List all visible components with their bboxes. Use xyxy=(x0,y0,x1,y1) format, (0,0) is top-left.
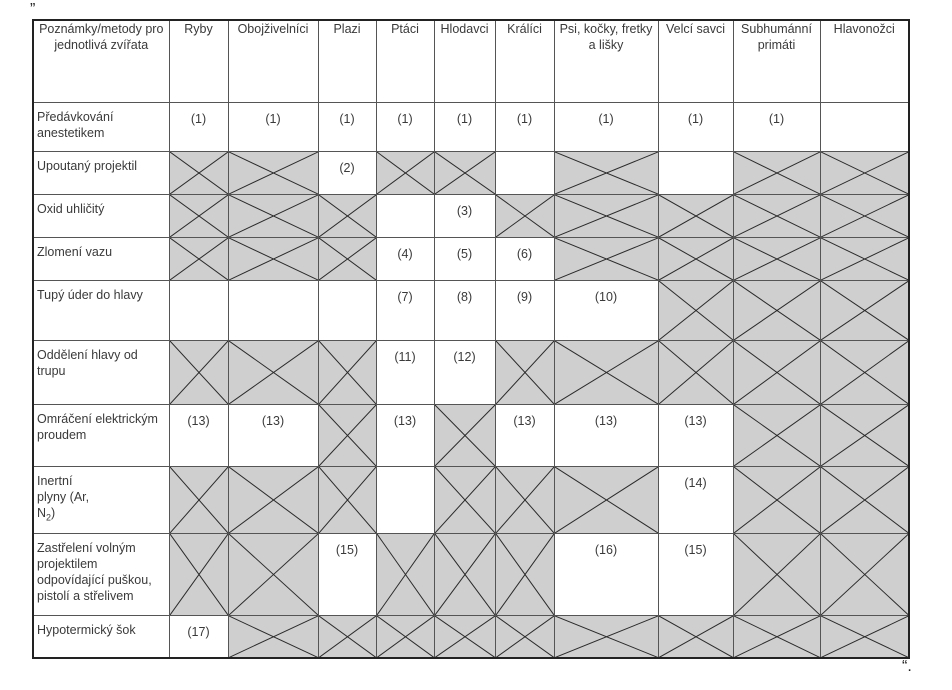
note-reference xyxy=(377,195,434,203)
note-cell xyxy=(169,280,228,340)
row-label-cell xyxy=(33,404,169,466)
row-label-cell xyxy=(33,533,169,615)
note-cell xyxy=(318,280,376,340)
note-reference xyxy=(496,152,554,160)
gas-formula: N xyxy=(37,505,47,520)
not-applicable-cell xyxy=(228,466,318,533)
cross-out-mark xyxy=(734,534,820,615)
note-cell xyxy=(376,102,434,151)
note-reference xyxy=(170,281,228,289)
not-applicable-cell xyxy=(820,340,909,404)
row-label-line: plyny (Ar, xyxy=(37,489,90,504)
note-reference: (1) xyxy=(397,111,413,126)
cross-out-mark xyxy=(734,616,820,658)
cross-out-mark xyxy=(734,152,820,194)
note-cell xyxy=(376,194,434,237)
not-applicable-cell xyxy=(318,237,376,280)
note-cell xyxy=(318,151,376,194)
cross-out-mark xyxy=(821,467,909,533)
note-reference: (1) xyxy=(190,111,207,126)
note-reference: (6) xyxy=(516,246,533,261)
cross-out-mark xyxy=(229,238,318,280)
not-applicable-cell xyxy=(376,151,434,194)
table-row xyxy=(33,280,909,340)
not-applicable-cell xyxy=(434,466,495,533)
note-reference: (1) xyxy=(598,111,614,126)
note-reference: (15) xyxy=(684,542,707,557)
column-header-label: Ptáci xyxy=(391,22,419,36)
note-cell xyxy=(495,280,554,340)
note-cell xyxy=(658,404,733,466)
cross-out-mark xyxy=(821,281,909,340)
note-cell xyxy=(434,237,495,280)
cross-out-mark xyxy=(319,238,376,280)
row-label: Tupý úder do hlavy xyxy=(37,287,143,302)
cross-out-mark xyxy=(659,341,733,404)
table-row xyxy=(33,466,909,533)
column-header-5 xyxy=(434,20,495,102)
note-reference xyxy=(377,467,434,475)
cross-out-mark xyxy=(734,281,820,340)
not-applicable-cell xyxy=(228,194,318,237)
row-label: Zlomení vazu xyxy=(37,244,113,259)
not-applicable-cell xyxy=(820,280,909,340)
row-label-cell xyxy=(33,280,169,340)
cross-out-mark xyxy=(319,195,376,237)
note-cell xyxy=(376,340,434,404)
note-cell xyxy=(169,615,228,658)
note-cell xyxy=(169,102,228,151)
note-cell xyxy=(495,404,554,466)
note-cell xyxy=(820,102,909,151)
note-reference: (10) xyxy=(594,289,618,304)
not-applicable-cell xyxy=(733,340,820,404)
cross-out-mark xyxy=(659,616,733,658)
cross-out-mark xyxy=(734,341,820,404)
note-cell xyxy=(658,533,733,615)
note-cell xyxy=(318,533,376,615)
not-applicable-cell xyxy=(318,404,376,466)
not-applicable-cell xyxy=(434,151,495,194)
not-applicable-cell xyxy=(658,280,733,340)
not-applicable-cell xyxy=(733,194,820,237)
column-header-label: Poznámky/metody pro jednotlivá zvířata xyxy=(39,22,164,52)
not-applicable-cell xyxy=(820,404,909,466)
column-header-label: Plazi xyxy=(333,22,361,36)
note-cell xyxy=(495,237,554,280)
note-cell xyxy=(228,404,318,466)
note-cell xyxy=(376,237,434,280)
row-label-cell xyxy=(33,194,169,237)
note-cell xyxy=(554,533,658,615)
cross-out-mark xyxy=(734,405,820,466)
not-applicable-cell xyxy=(733,533,820,615)
note-reference: (13) xyxy=(187,413,210,428)
row-label-cell xyxy=(33,466,169,533)
cross-out-mark xyxy=(734,467,820,533)
note-cell xyxy=(658,466,733,533)
cross-out-mark xyxy=(170,534,228,615)
cross-out-mark xyxy=(821,616,909,658)
not-applicable-cell xyxy=(733,151,820,194)
note-reference: (4) xyxy=(397,246,413,261)
note-cell xyxy=(376,280,434,340)
note-cell xyxy=(434,340,495,404)
row-label-cell xyxy=(33,615,169,658)
table-row xyxy=(33,615,909,658)
row-label: Předávkování anestetikem xyxy=(37,109,114,140)
cross-out-mark xyxy=(734,238,820,280)
column-header-4 xyxy=(376,20,434,102)
note-reference: (7) xyxy=(397,289,413,304)
not-applicable-cell xyxy=(733,466,820,533)
note-reference: (13) xyxy=(393,413,417,428)
cross-out-mark xyxy=(170,195,228,237)
note-reference: (16) xyxy=(594,542,618,557)
cross-out-mark xyxy=(229,152,318,194)
column-header-7 xyxy=(554,20,658,102)
row-label: Oddělení hlavy od trupu xyxy=(37,347,138,378)
not-applicable-cell xyxy=(733,280,820,340)
euthanasia-methods-table xyxy=(32,19,910,659)
note-cell xyxy=(554,404,658,466)
note-reference: (17) xyxy=(187,624,210,639)
cross-out-mark xyxy=(377,616,434,658)
cross-out-mark xyxy=(319,341,376,404)
not-applicable-cell xyxy=(658,340,733,404)
cross-out-mark xyxy=(229,467,318,533)
note-cell xyxy=(554,102,658,151)
column-header-9 xyxy=(733,20,820,102)
note-cell xyxy=(376,404,434,466)
table-row xyxy=(33,237,909,280)
not-applicable-cell xyxy=(434,533,495,615)
not-applicable-cell xyxy=(228,533,318,615)
note-reference xyxy=(659,152,733,160)
not-applicable-cell xyxy=(495,340,554,404)
cross-out-mark xyxy=(435,467,495,533)
row-label: Upoutaný projektil xyxy=(37,158,138,173)
note-reference: (15) xyxy=(335,542,359,557)
table-row xyxy=(33,102,909,151)
column-header-label: Subhumánní primáti xyxy=(741,22,812,52)
note-cell xyxy=(228,280,318,340)
note-reference: (11) xyxy=(394,349,416,364)
note-cell xyxy=(733,102,820,151)
cross-out-mark xyxy=(555,467,658,533)
cross-out-mark xyxy=(659,238,733,280)
cross-out-mark xyxy=(319,616,376,658)
cross-out-mark xyxy=(659,281,733,340)
not-applicable-cell xyxy=(554,151,658,194)
cross-out-mark xyxy=(170,341,228,404)
cross-out-mark xyxy=(821,405,909,466)
column-header-label: Hlodavci xyxy=(440,22,489,36)
row-label-cell xyxy=(33,151,169,194)
opening-quote-mark: ” xyxy=(30,1,36,18)
table-body xyxy=(33,102,909,658)
note-reference: (13) xyxy=(684,413,707,428)
cross-out-mark xyxy=(555,341,658,404)
note-cell xyxy=(495,102,554,151)
cross-out-mark xyxy=(496,467,554,533)
note-reference: (1) xyxy=(516,111,533,126)
table-row xyxy=(33,194,909,237)
not-applicable-cell xyxy=(495,466,554,533)
note-reference xyxy=(229,281,318,289)
cross-out-mark xyxy=(377,152,434,194)
note-reference: (8) xyxy=(456,289,473,304)
not-applicable-cell xyxy=(554,340,658,404)
not-applicable-cell xyxy=(495,615,554,658)
not-applicable-cell xyxy=(820,237,909,280)
note-reference: (1) xyxy=(687,111,704,126)
not-applicable-cell xyxy=(554,194,658,237)
cross-out-mark xyxy=(377,534,434,615)
not-applicable-cell xyxy=(820,466,909,533)
cross-out-mark xyxy=(170,152,228,194)
table-row xyxy=(33,340,909,404)
cross-out-mark xyxy=(821,534,909,615)
cross-out-mark xyxy=(734,195,820,237)
note-cell xyxy=(318,102,376,151)
not-applicable-cell xyxy=(318,194,376,237)
cross-out-mark xyxy=(659,195,733,237)
cross-out-mark xyxy=(229,534,318,615)
not-applicable-cell xyxy=(169,466,228,533)
not-applicable-cell xyxy=(820,615,909,658)
note-reference: (12) xyxy=(453,349,476,364)
gas-formula-close: ) xyxy=(51,505,56,520)
note-reference: (14) xyxy=(684,475,707,490)
not-applicable-cell xyxy=(495,533,554,615)
note-reference: (1) xyxy=(265,111,281,126)
row-label xyxy=(34,467,169,521)
not-applicable-cell xyxy=(318,466,376,533)
note-reference: (1) xyxy=(456,111,473,126)
not-applicable-cell xyxy=(658,237,733,280)
column-header-label: Velcí savci xyxy=(665,22,726,36)
column-header-label: Hlavonožci xyxy=(833,22,895,36)
column-header-label: Ryby xyxy=(184,22,213,36)
note-cell xyxy=(434,280,495,340)
not-applicable-cell xyxy=(554,615,658,658)
note-cell xyxy=(658,151,733,194)
cross-out-mark xyxy=(496,195,554,237)
not-applicable-cell xyxy=(169,194,228,237)
not-applicable-cell xyxy=(820,194,909,237)
header-row xyxy=(33,20,909,102)
column-header-8 xyxy=(658,20,733,102)
note-cell xyxy=(554,280,658,340)
note-reference: (3) xyxy=(456,203,473,218)
not-applicable-cell xyxy=(554,466,658,533)
note-cell xyxy=(495,151,554,194)
not-applicable-cell xyxy=(228,615,318,658)
not-applicable-cell xyxy=(434,404,495,466)
note-reference: (13) xyxy=(594,413,618,428)
cross-out-mark xyxy=(435,534,495,615)
column-header-2 xyxy=(228,20,318,102)
column-header-label: Králíci xyxy=(507,22,542,36)
not-applicable-cell xyxy=(228,237,318,280)
cross-out-mark xyxy=(435,616,495,658)
cross-out-mark xyxy=(555,238,658,280)
note-cell xyxy=(169,404,228,466)
closing-quote-mark: “. xyxy=(902,658,912,675)
row-label: Oxid uhličitý xyxy=(37,201,105,216)
note-reference: (2) xyxy=(339,160,355,175)
not-applicable-cell xyxy=(376,615,434,658)
gas-formula-subscript: 2 xyxy=(46,512,52,522)
table-row xyxy=(33,533,909,615)
column-header-10 xyxy=(820,20,909,102)
not-applicable-cell xyxy=(318,615,376,658)
note-reference: (1) xyxy=(339,111,355,126)
not-applicable-cell xyxy=(658,615,733,658)
cross-out-mark xyxy=(821,238,909,280)
table-row xyxy=(33,404,909,466)
not-applicable-cell xyxy=(169,151,228,194)
not-applicable-cell xyxy=(658,194,733,237)
cross-out-mark xyxy=(496,341,554,404)
not-applicable-cell xyxy=(228,151,318,194)
column-header-notes-methods xyxy=(33,20,169,102)
not-applicable-cell xyxy=(169,533,228,615)
cross-out-mark xyxy=(319,467,376,533)
cross-out-mark xyxy=(555,152,658,194)
row-label: Omráčení elektrickým proudem xyxy=(37,411,158,442)
not-applicable-cell xyxy=(554,237,658,280)
note-reference: (5) xyxy=(456,246,473,261)
note-cell xyxy=(376,466,434,533)
note-cell xyxy=(434,102,495,151)
note-reference xyxy=(821,103,909,111)
not-applicable-cell xyxy=(434,615,495,658)
row-label: Hypotermický šok xyxy=(37,622,136,637)
row-label-cell xyxy=(33,237,169,280)
row-label-cell xyxy=(33,102,169,151)
note-reference xyxy=(319,281,376,289)
column-header-label: Obojživelníci xyxy=(237,22,309,36)
row-label: Zastřelení volným projektilem odpovídající puškou, pistolí a střelivem xyxy=(37,540,152,603)
cross-out-mark xyxy=(555,195,658,237)
cross-out-mark xyxy=(821,152,909,194)
not-applicable-cell xyxy=(733,237,820,280)
cross-out-mark xyxy=(170,467,228,533)
note-reference: (1) xyxy=(768,111,785,126)
note-cell xyxy=(434,194,495,237)
column-header-6 xyxy=(495,20,554,102)
not-applicable-cell xyxy=(228,340,318,404)
not-applicable-cell xyxy=(318,340,376,404)
cross-out-mark xyxy=(319,405,376,466)
table-row xyxy=(33,151,909,194)
not-applicable-cell xyxy=(495,194,554,237)
not-applicable-cell xyxy=(169,237,228,280)
note-cell xyxy=(228,102,318,151)
cross-out-mark xyxy=(229,616,318,658)
column-header-label: Psi, kočky, fretky a lišky xyxy=(559,22,653,52)
cross-out-mark xyxy=(555,616,658,658)
note-reference: (13) xyxy=(261,413,285,428)
cross-out-mark xyxy=(821,341,909,404)
not-applicable-cell xyxy=(820,533,909,615)
cross-out-mark xyxy=(435,405,495,466)
cross-out-mark xyxy=(229,341,318,404)
note-reference: (13) xyxy=(513,413,536,428)
not-applicable-cell xyxy=(733,404,820,466)
cross-out-mark xyxy=(229,195,318,237)
not-applicable-cell xyxy=(169,340,228,404)
cross-out-mark xyxy=(496,616,554,658)
note-cell xyxy=(658,102,733,151)
column-header-3 xyxy=(318,20,376,102)
row-label-line: Inertní xyxy=(37,473,73,488)
not-applicable-cell xyxy=(376,533,434,615)
not-applicable-cell xyxy=(820,151,909,194)
column-header-1 xyxy=(169,20,228,102)
note-reference: (9) xyxy=(516,289,533,304)
cross-out-mark xyxy=(435,152,495,194)
cross-out-mark xyxy=(821,195,909,237)
cross-out-mark xyxy=(496,534,554,615)
not-applicable-cell xyxy=(733,615,820,658)
row-label-cell xyxy=(33,340,169,404)
cross-out-mark xyxy=(170,238,228,280)
